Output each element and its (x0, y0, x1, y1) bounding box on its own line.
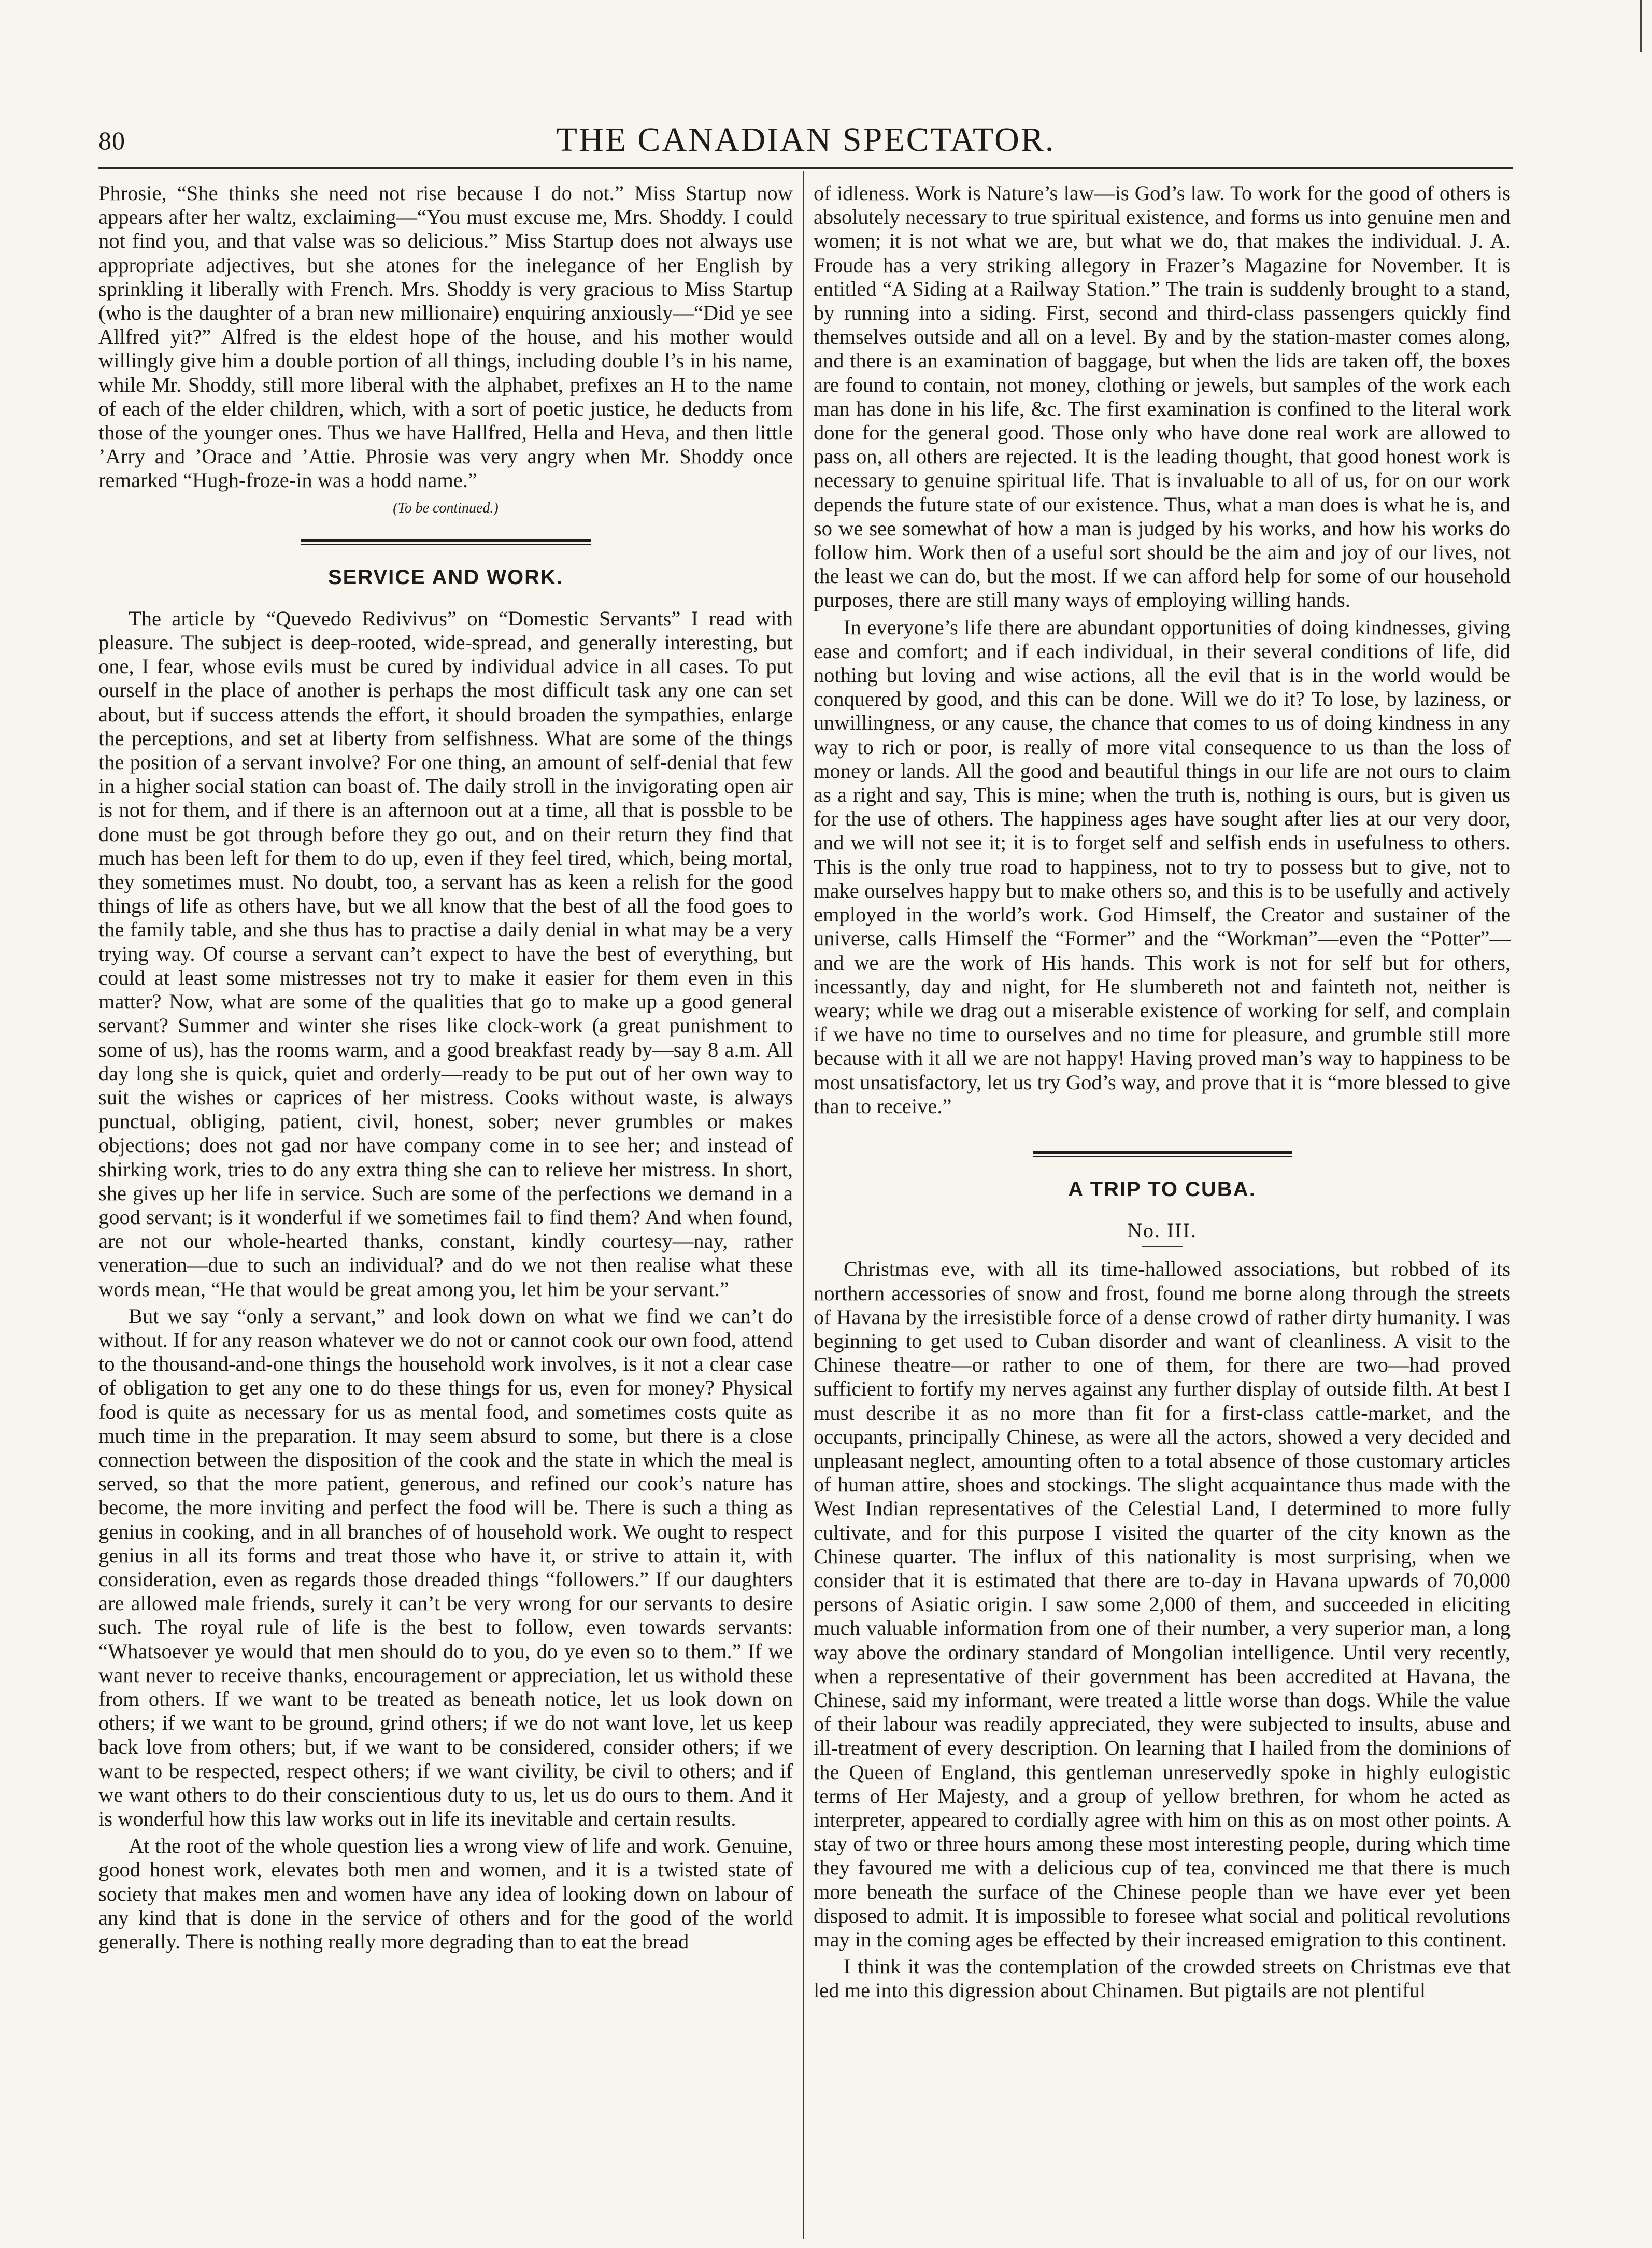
page-number: 80 (98, 126, 125, 155)
article-title-service-and-work: SERVICE AND WORK. (327, 565, 564, 589)
subtitle-rule (1142, 1246, 1183, 1247)
to-be-continued-note: (To be continued.) (393, 500, 499, 516)
right-column (814, 181, 1511, 2233)
left-column (98, 181, 793, 2233)
article-paragraph: The article by “Quevedo Redivivus” on “Domestic Servants” I read with pleasure. The subject is deep-rooted, wide-spread, and generally interesting, but one, I fear, whose evils must be cured by individual advice in all cases. To put ourself in the place of another is perhaps the most difficult task any one can set about, but if success attends the effort, it should broaden the sympathies, enlarge the perceptions, and set at liberty from selfishness. What are some of the things the position of a servant involve? For one thing, an amount of self-denial that few in a higher social station can boast of. The daily stroll in the invigorating open air is not for them, and if there is an afternoon out at a time, all that is possble to be done must be got through before they go out, and on their return they find that much has been left for them to do up, even if they feel tired, which, being mortal, they sometimes must. No doubt, too, a servant has as keen a relish for the good things of life as others have, but we all know that the best of all the food goes to the family table, and she thus has to practise a daily denial in what may be a very trying way. Of course a servant can’t expect to have the best of everything, but could at least some mistresses not try to make it easier for them even in this matter? Now, what are some of the qualities that go to make up a good general servant? Summer and winter she rises like clock-work (a great punishment to some of us), has the rooms warm, and a good breakfast ready by—say 8 a.m. All day long she is quick, quiet and orderly—ready to be put out of her own way to suit the wishes or caprices of her mistress. Cooks without waste, is always punctual, obliging, patient, civil, honest, sober; never grumbles or makes objections; does not gad nor have company come in to see her; and instead of shirking work, tries to do any extra thing she can to relieve her mistress. In short, she gives up her life in service. Such are some of the perfections we demand in a good servant; is it wonderful if we sometimes fail to find them? And when found, are not our whole-hearted thanks, constant, kindly courtesy—nay, rather veneration—due to such an individual? and do we not then realise what these words mean, “He that would be great among you, let him be your servant.” (98, 606, 793, 1301)
column-divider (803, 171, 804, 2239)
masthead-title: THE CANADIAN SPECTATOR. (556, 121, 1056, 159)
page-header (98, 120, 1513, 162)
section-separator (301, 539, 591, 545)
article-paragraph: At the root of the whole question lies a wrong view of life and work. Genuine, good honest work, elevates both men and women, and it is a twisted state of society that makes men and women have any idea of looking down on labour of any kind that is done in the service of others and for the good of the world generally. There is nothing really more degrading than to eat the bread (98, 1834, 793, 1954)
article-subtitle: No. III. (1127, 1219, 1197, 1243)
continued-paragraph: Phrosie, “She thinks she need not rise because I do not.” Miss Startup now appears after her waltz, exclaiming—“You must excuse me, Mrs. Shoddy. I could not find you, and that valse was so delicious.” Miss Startup does not always use appropriate adjectives, but she atones for the inelegance of her English by sprinkling it liberally with French. Mrs. Shoddy is very gracious to Miss Startup (who is the daughter of a bran new millionaire) enquiring anxiously—“Did ye see Allfred yit?” Alfred is the eldest hope of the house, and his mother would willingly give him a double portion of all things, including double l’s in his name, while Mr. Shoddy, still more liberal with the alphabet, prefixes an H to the name of each of the elder children, which, with a sort of poetic justice, he deducts from those of the younger ones. Thus we have Hallfred, Hella and Heva, and then little ’Arry and ’Orace and ’Attie. Phrosie was very angry when Mr. Shoddy once remarked “Hugh-froze-in was a hodd name.” (98, 181, 793, 492)
article-paragraph: Christmas eve, with all its time-hallowed associations, but robbed of its northern accessories of snow and frost, found me borne along through the streets of Havana by the irresistible force of a dense crowd of rather dirty humanity. I was beginning to get used to Cuban disorder and want of cleanliness. A visit to the Chinese theatre—or rather to one of them, for there are two—had proved sufficient to fortify my nerves against any further display of outside filth. At best I must describe it as no more than fit for a first-class cattle-market, and the occupants, principally Chinese, as were all the actors, showed a very decided and unpleasant neglect, amounting often to a total absence of those customary articles of human attire, shoes and stockings. The slight acquaintance thus made with the West Indian representatives of the Celestial Land, I determined to more fully cultivate, and for this purpose I visited the quarter of the city known as the Chinese quarter. The influx of this nationality is most surprising, when we consider that it is estimated that there are to-day in Havana upwards of 70,000 persons of Asiatic origin. I saw some 2,000 of them, and succeeded in eliciting much valuable information from one of their number, a very superior man, a long way above the ordinary standard of Mongolian intelligence. Until very recently, when a representative of their government has been accredited at Havana, the Chinese, said my informant, were treated a little worse than dogs. While the value of their labour was readily appreciated, they were subjected to insults, abuse and ill-treatment of every description. On learning that I hailed from the dominions of the Queen of England, this gentleman unreservedly spoke in highly eulogistic terms of Her Majesty, and a group of yellow brethren, for whom he acted as interpreter, appeared to cordially agree with him on this as on most other points. A stay of two or three hours among these most interesting people, during which time they favoured me with a delicious cup of tea, convinced me that there is much more beneath the surface of the Chinese people than we have ever yet been disposed to admit. It is impossible to foresee what social and political revolutions may in the coming ages be effected by their increased emigration to this continent. (814, 1257, 1511, 1952)
article-paragraph: of idleness. Work is Nature’s law—is God’s law. To work for the good of others is absolutely necessary to true spiritual existence, and forms us into genuine men and women; it is not what we are, but what we do, that makes the individual. J. A. Froude has a very striking allegory in Frazer’s Magazine for November. It is entitled “A Siding at a Railway Station.” The train is suddenly brought to a stand, by running into a siding. First, second and third-class passengers quickly find themselves outside and all on a level. By and by the station-master comes along, and there is an examination of baggage, but when the lids are taken off, the boxes are found to contain, not money, clothing or jewels, but samples of the work each man has done in his life, &c. The first examination is confined to the literal work done for the general good. Those only who have done real work are allowed to pass on, all others are rejected. It is the leading thought, that good honest work is necessary to genuine spiritual life. That is invaluable to all of us, for on our work depends the future state of our existence. Thus, what a man does is what he is, and so we see somewhat of how a man is judged by his works, and how his works do follow him. Work then of a useful sort should be the aim and joy of our lives, not the least we can do, but the most. If we can afford help for some of our household purposes, there are still many ways of employing willing hands. (814, 181, 1511, 612)
section-separator (1033, 1151, 1292, 1157)
header-rule (98, 167, 1513, 169)
margin-mark (1640, 0, 1642, 52)
article-paragraph: But we say “only a servant,” and look down on what we find we can’t do without. If for any reason whatever we do not or cannot cook our own food, attend to the thousand-and-one things the household work involves, is it not a clear case of obligation to get any one to do these things for us, even for money? Physical food is quite as necessary for us as mental food, and sometimes costs quite as much time in the preparation. It may seem absurd to some, but there is a close connection between the disposition of the cook and the state in which the meal is served, so that the more patient, generous, and refined our cook’s nature has become, the more inviting and perfect the food will be. There is such a thing as genius in cooking, and in all branches of of household work. We ought to respect genius in all its forms and treat those who have it, or strive to attain it, with consideration, even as regards those dreaded things “followers.” If our daughters are allowed male friends, surely it can’t be very wrong for our servants to desire such. The royal rule of life is the best to follow, even towards servants: “Whatsoever ye would that men should do to you, do ye even so to them.” If we want never to receive thanks, encouragement or appreciation, let us withold these from others. If we want to be treated as beneath notice, let us look down on others; if we want to be ground, grind others; if we do not want love, let us keep back love from others; but, if we want to be considered, consider others; if we want to be respected, respect others; if we want civility, be civil to others; and if we want others to do their conscientious duty to us, let us do ours to them. And it is wonderful how this law works out in life its inevitable and certain results. (98, 1304, 793, 1830)
article-title-trip-to-cuba: A TRIP TO CUBA. (1068, 1177, 1256, 1201)
article-paragraph: In everyone’s life there are abundant opportunities of doing kindnesses, giving ease and comfort; and if each individual, in their several conditions of life, did nothing but loving and wise actions, all the evil that is in the world would be conquered by good, and this can be done. Will we do it? To lose, by laziness, or unwillingness, or any cause, the chance that comes to us of doing kindness in any way to rich or poor, is really of more vital consequence to us than the loss of money or lands. All the good and beautiful things in our life are not ours to claim as a right and say, This is mine; when the truth is, nothing is ours, but is given us for the use of others. The happiness ages have sought after lies at our very door, and we will not see it; it is to forget self and selfish ends in usefulness to others. This is the only true road to happiness, not to try to possess but to give, not to make ourselves happy but to make others so, and this is to be usefully and actively employed in the world’s work. God Himself, the Creator and sustainer of the universe, calls Himself the “Former” and the “Workman”—even the “Potter”—and we are the work of His hands. This work is not for self but for others, incessantly, day and night, for He slumbereth not and fainteth not, neither is weary; while we drag out a miserable existence of working for self, and complain if we have no time to ourselves and no time for pleasure, and grumble still more because with it all we are not happy! Having proved man’s way to happiness to be most unsatisfactory, let us try God’s way, and prove that it is “more blessed to give than to receive.” (814, 615, 1511, 1118)
article-paragraph: I think it was the contemplation of the crowded streets on Christmas eve that led me into this digression about Chinamen. But pigtails are not plentiful (814, 1955, 1511, 2002)
